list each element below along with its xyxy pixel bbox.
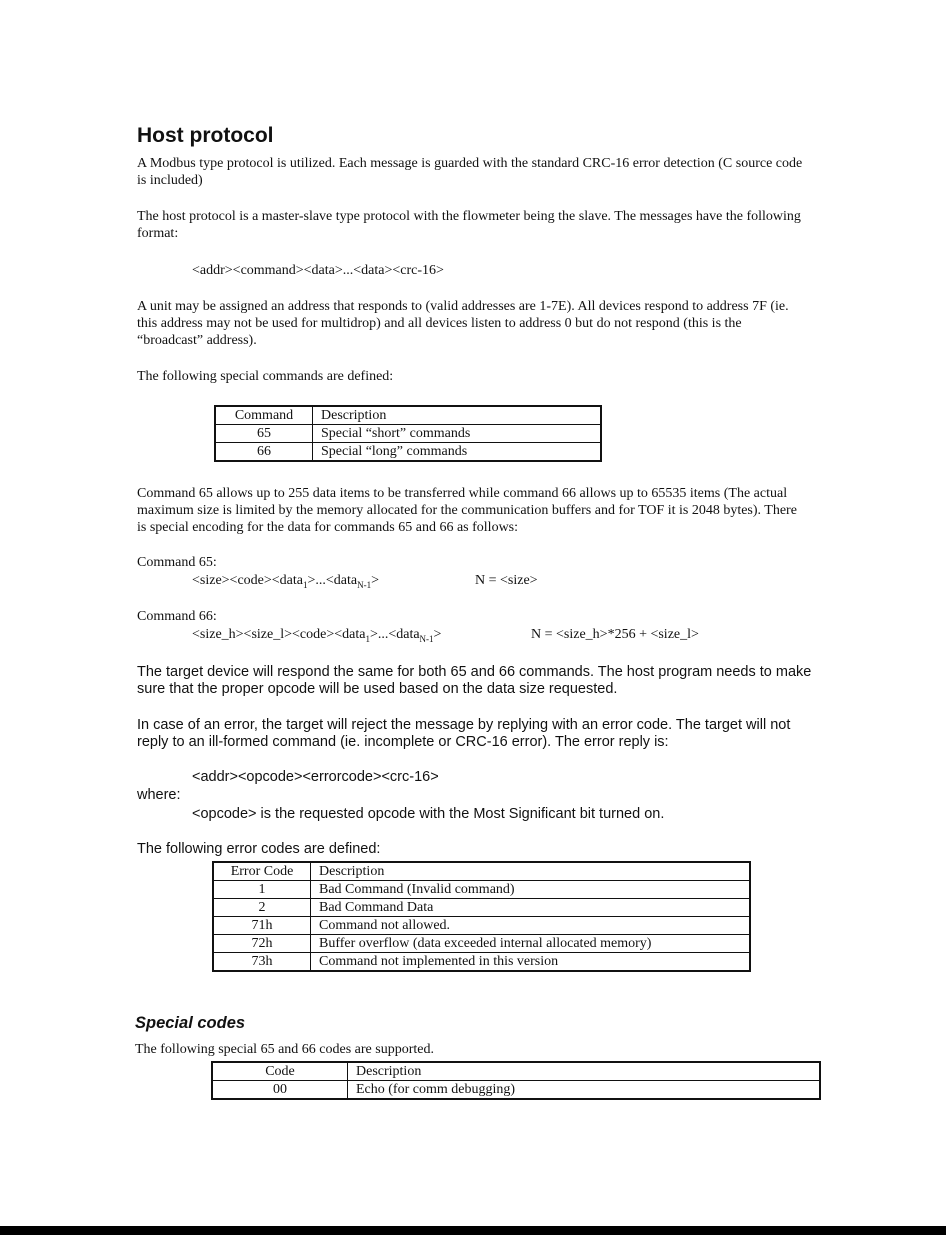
command-66-label: Command 66: [137, 609, 217, 624]
table-cell: Bad Command Data [311, 899, 751, 917]
paragraph-special-codes: The following special 65 and 66 codes are supported. [135, 1042, 434, 1057]
command-66-format: <size_h><size_l><code><data$_1$>...<data$_{N-1}$> [192, 627, 442, 644]
table-row [215, 443, 601, 462]
table-header-row [215, 406, 601, 425]
table-cell: 71h [213, 917, 311, 935]
table-header-cell: Code [212, 1062, 348, 1081]
paragraph-target-response: The target device will respond the same for both 65 and 66 commands. The host program needs to make sure that the proper opcode will be used based on the data size requested. [137, 664, 812, 697]
table-header-row [213, 862, 750, 881]
table-cell: 66 [215, 443, 313, 462]
table-cell: Command not implemented in this version [311, 953, 751, 972]
table-row [212, 1081, 820, 1100]
command-65-formula: N = <size> [475, 573, 538, 588]
paragraph-error-codes: The following error codes are defined: [137, 841, 381, 857]
table-row [215, 425, 601, 443]
opcode-description: <opcode> is the requested opcode with the Most Significant bit turned on. [192, 806, 665, 822]
table-cell: Special “long” commands [313, 443, 602, 462]
table-header-cell: Description [313, 406, 602, 425]
table-cell: Special “short” commands [313, 425, 602, 443]
commands-table [214, 405, 602, 462]
scan-bottom-edge [0, 1226, 946, 1235]
table-cell: 65 [215, 425, 313, 443]
table-header-cell: Description [348, 1062, 821, 1081]
error-reply-format: <addr><opcode><errorcode><crc-16> [192, 769, 439, 785]
message-format: <addr><command><data>...<data><crc-16> [192, 263, 444, 278]
paragraph-intro: A Modbus type protocol is utilized. Each message is guarded with the standard CRC-16 error detection (C source code is included) [137, 156, 803, 188]
table-row [213, 917, 750, 935]
table-cell: Buffer overflow (data exceeded internal allocated memory) [311, 935, 751, 953]
table-header-row [212, 1062, 820, 1081]
paragraph-command-sizes: Command 65 allows up to 255 data items to be transferred while command 66 allows up to 65535 items (The actual maximum size is limited by the memory allocated for the communication buffers and for TOF it is 2048 bytes). There is special encoding for the data for commands 65 and 66 as follows: [137, 486, 797, 535]
paragraph-error-reply: In case of an error, the target will reject the message by replying with an error code. The target will not reply to an ill-formed command (ie. incomplete or CRC-16 error). The error reply is: [137, 717, 791, 750]
where-label: where: [137, 787, 181, 803]
table-cell: Echo (for comm debugging) [348, 1081, 821, 1100]
paragraph-special-commands: The following special commands are defined: [137, 369, 394, 384]
table-cell: 73h [213, 953, 311, 972]
command-65-label: Command 65: [137, 555, 217, 570]
table-cell: 1 [213, 881, 311, 899]
table-row [213, 935, 750, 953]
table-cell: Command not allowed. [311, 917, 751, 935]
page-title: Host protocol [137, 124, 274, 147]
table-row [213, 881, 750, 899]
table-cell: 00 [212, 1081, 348, 1100]
table-header-cell: Command [215, 406, 313, 425]
error-codes-table [212, 861, 751, 972]
table-row [213, 953, 750, 972]
paragraph-master-slave: The host protocol is a master-slave type protocol with the flowmeter being the slave. The messages have the following format: [137, 209, 801, 241]
special-codes-table [211, 1061, 821, 1100]
section-subheading: Special codes [135, 1014, 246, 1032]
command-65-format: <size><code><data$_1$>...<data$_{N-1}$> [192, 573, 380, 590]
table-header-cell: Description [311, 862, 751, 881]
table-header-cell: Error Code [213, 862, 311, 881]
paragraph-addresses: A unit may be assigned an address that responds to (valid addresses are 1-7E). All devices respond to address 7F (ie. this address may not be used for multidrop) and all devices listen to address 0 but do not respond (this is the “broadcast” address). [137, 299, 789, 348]
table-row [213, 899, 750, 917]
command-66-formula: N = <size_h>*256 + <size_l> [531, 627, 699, 642]
table-cell: Bad Command (Invalid command) [311, 881, 751, 899]
table-cell: 2 [213, 899, 311, 917]
table-cell: 72h [213, 935, 311, 953]
